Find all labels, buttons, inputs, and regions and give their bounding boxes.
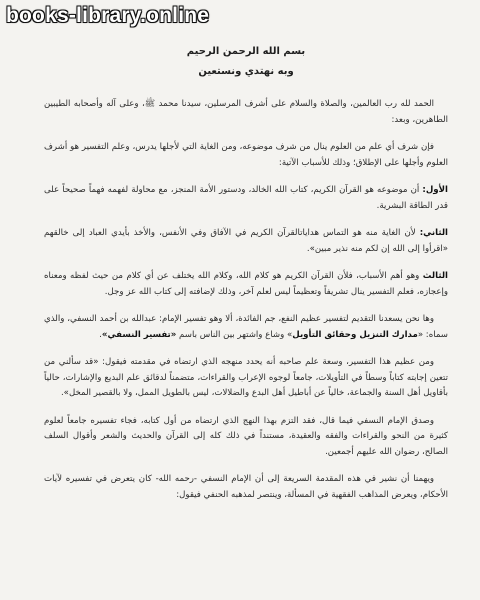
reason-third-label: الثالث — [422, 271, 448, 281]
reason-second — [44, 226, 448, 257]
reason-first-text: أن موضوعه هو القرآن الكريم، كتاب الله الخالد، ودستور الأمة المنجز، مع محاولة لفهمه فهماً صحيحاً على قدر الطاقة البشرية. — [44, 185, 448, 211]
reason-third — [44, 269, 448, 300]
book-intro-end: . — [99, 329, 102, 340]
reason-first — [44, 183, 448, 214]
book-intro-text: وها نحن يسعدنا التقديم لتفسير عظيم النفع، جم الفائدة، ألا وهو تفسير الإمام: عبدالله بن أحمد النسفي، والذي سماه: « — [44, 314, 448, 340]
basmala-heading: بسم الله الرحمن الرحيم — [186, 46, 306, 57]
reason-third-text: وهو أهم الأسباب، فلأن القرآن الكريم هو كلام الله، وكلام الله يختلف عن أي كلام من حيث لفظه ومعناه وإعجازه، فعلم التفسير ينال تشريفاً وتعظيماً ليس لعلم آخر، وذلك لإضافته إلى كتاب الله عز وجل. — [44, 271, 448, 297]
commitment-paragraph: وصدق الإمام النسفي فيما قال، فقد التزم بهذا النهج الذي ارتضاه من أول كتابه، فجاء تفسيره جامعاً لعلوم كثيرة من النحو والقراءات والفقه والعقيدة، مستنداً في ذلك كله إلى القرآن والحديث والشعر وأقوال السلف الصالح، رضوان الله عليهم أجمعين. — [44, 415, 448, 457]
intro-paragraph-1: الحمد لله رب العالمين، والصلاة والسلام على أشرف المرسلين، سيدنا محمد ﷺ، وعلى آله وأصحابه الطيبين الطاهرين، وبعد: — [44, 99, 448, 125]
book-title: مدارك التنزيل وحقائق التأويل — [292, 329, 418, 340]
book-popular-name: «تفسير النسفي» — [101, 329, 177, 340]
subheading: وبه نهتدي ونستعين — [198, 65, 294, 77]
reason-second-label: الثاني: — [419, 228, 448, 238]
book-intro-paragraph — [44, 312, 448, 343]
site-watermark: books-library.online — [6, 4, 210, 27]
book-intro-text-2: » وشاع واشتهر بين الناس باسم — [176, 329, 293, 340]
page-content — [44, 42, 448, 515]
reason-second-text: لأن الغاية منه هو التماس هداياتالقرآن الكريم في الآفاق وفي الأنفس، والأخذ بأيدي العباد إلى خالقهم «اقرأوا إلى الله إن لكم منه نذير مبين». — [44, 228, 448, 254]
intro-paragraph-2: فإن شرف أي علم من العلوم ينال من شرف موضوعه، ومن الغاية التي لأجلها يدرس، وعلم التفسير هو أشرف العلوم وأجلها على الإطلاق؛ وذلك للأسباب الآتية: — [44, 142, 448, 168]
rulings-paragraph: ويهمنا أن نشير في هذه المقدمة السريعة إلى أن الإمام النسفي -رحمه الله- كان يتعرض في تفسيره لآيات الأحكام، ويعرض المذاهب الفقهية في المسألة، وينتصر لمذهبه الحنفي فيقول: — [44, 474, 448, 500]
method-paragraph: ومن عظيم هذا التفسير، وسعة علم صاحبه أنه يحدد منهجه الذي ارتضاه في مقدمته فيقول: «قد سألني من تتعين إجابته كتاباً وسطاً في التأويلات، جامعاً لوجوه الإعراب والقراءات، متضمناً لدقائق علم البديع والإشارات، حالياً بأقاويل أهل السنة والجماعة، خالياً عن أباطيل أهل البدع والضلالات، ليس بالطويل الممل، ولا بالقصير المخل». — [44, 357, 448, 398]
reason-first-label: الأول: — [422, 185, 448, 195]
